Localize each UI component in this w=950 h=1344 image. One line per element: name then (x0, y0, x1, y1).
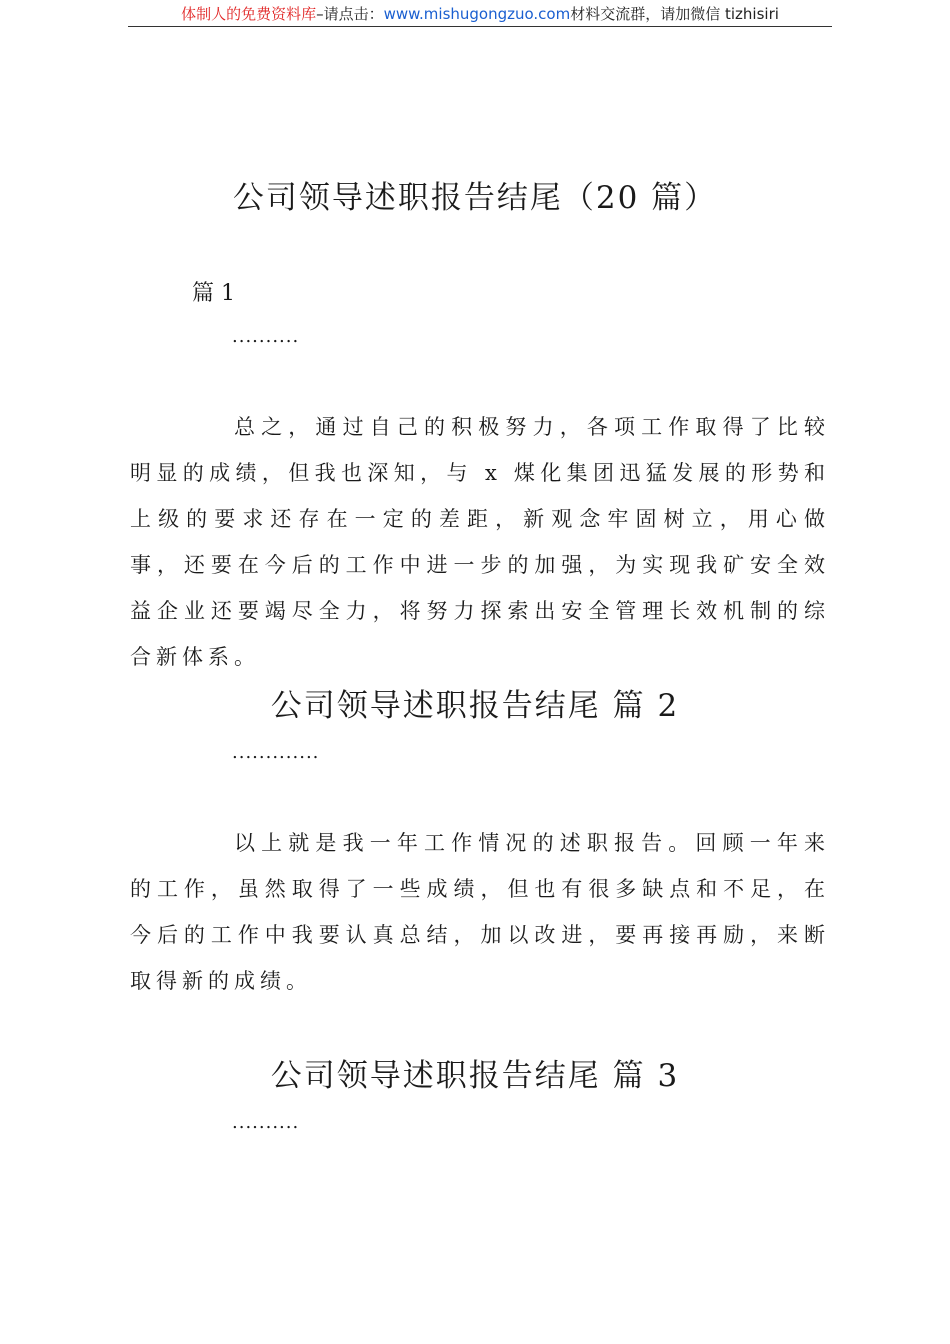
section1-ellipsis: .......... (232, 326, 300, 347)
header-brand: 体制人的免费资料库 (181, 5, 317, 23)
section1-paragraph: 总之，通过自己的积极努力，各项工作取得了比较明显的成绩，但我也深知，与 x 煤化集团迅猛发展的形势和上级的要求还存在一定的差距，新观念牢固树立，用心做事，还要在今后的工作中进一步的加强，为实现我矿安全效益企业还要竭尽全力，将努力探索出安全管理长效机制的综合新体系。 (130, 415, 830, 669)
page-header (128, 4, 832, 27)
header-link[interactable]: www.mishugongzuo.com (383, 5, 571, 23)
main-title: 公司领导述职报告结尾（20 篇） (232, 180, 718, 216)
section2-ellipsis: ............. (232, 742, 320, 763)
header-prompt: –请点击： (316, 5, 384, 23)
header-note: 材料交流群，请加微信 tizhisiri (570, 5, 779, 23)
section2-paragraph: 以上就是我一年工作情况的述职报告。回顾一年来的工作，虽然取得了一些成绩，但也有很多缺点和不足，在今后的工作中我要认真总结，加以改进，要再接再励，来断取得新的成绩。 (130, 831, 830, 993)
section1-label: 篇 1 (192, 281, 235, 306)
section3-ellipsis: .......... (232, 1112, 300, 1133)
section3-title: 公司领导述职报告结尾 篇 3 (270, 1058, 680, 1094)
section2-title: 公司领导述职报告结尾 篇 2 (270, 688, 680, 724)
